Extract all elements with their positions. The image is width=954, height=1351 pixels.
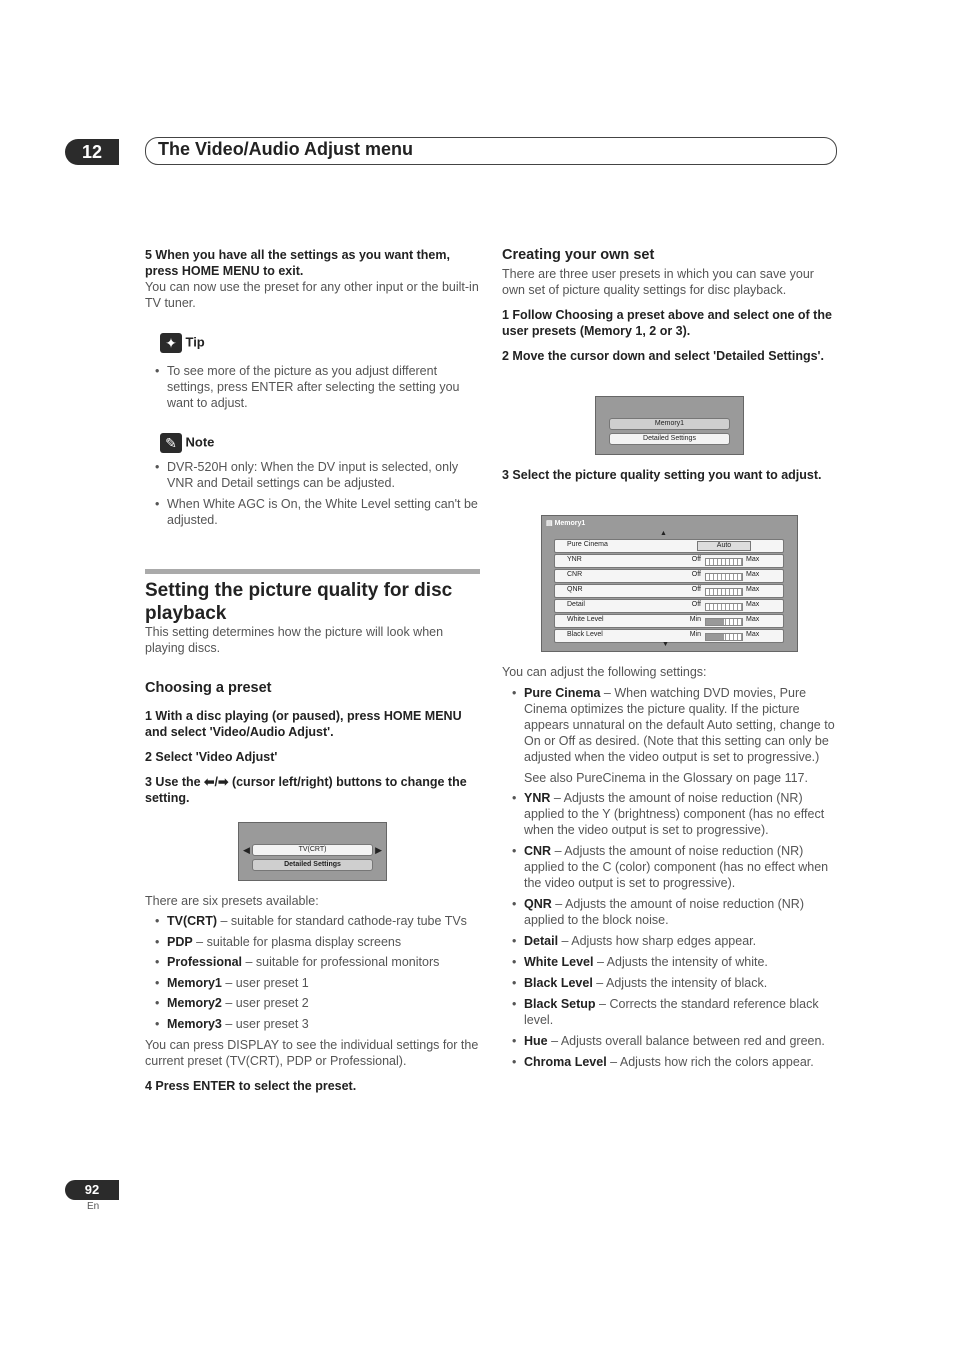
presets-list bbox=[145, 913, 490, 1032]
memory-value: Memory1 bbox=[609, 418, 730, 430]
language-code: En bbox=[87, 1201, 100, 1212]
setting-row-pure-cinema[interactable]: Pure Cinema Auto bbox=[554, 539, 784, 553]
setting-row-black-level[interactable]: Black Level Min Max bbox=[554, 629, 784, 643]
choose-step-3: 3 Use the ⬅/➡ (cursor left/right) buttons to change the setting. bbox=[145, 775, 467, 805]
page-number: 92 bbox=[65, 1180, 119, 1200]
section-title: Setting the picture quality for disc playback bbox=[145, 580, 453, 624]
list-item: • Professional – suitable for professional monitors bbox=[155, 955, 440, 969]
picture-icon: ▤ bbox=[546, 520, 553, 527]
note-label: Note bbox=[185, 434, 215, 450]
creating-set-heading: Creating your own set bbox=[502, 247, 655, 263]
arrow-right-icon: ▶ bbox=[375, 845, 382, 855]
note-pencil-icon: ✎ bbox=[160, 433, 182, 453]
preset-value: TV(CRT) bbox=[252, 844, 373, 856]
preset-screen bbox=[238, 822, 387, 881]
setting-row-ynr[interactable]: YNR Off Max bbox=[554, 554, 784, 568]
setting-row-detail[interactable]: Detail Off Max bbox=[554, 599, 784, 613]
adjust-intro: You can adjust the following settings: bbox=[502, 665, 707, 679]
detailed-settings-option: Detailed Settings bbox=[252, 859, 373, 871]
list-item-note: See also PureCinema in the Glossary on page 117. bbox=[524, 771, 808, 785]
list-item: • Detail – Adjusts how sharp edges appear. bbox=[512, 934, 757, 948]
tip-label: Tip bbox=[185, 334, 205, 350]
list-item: • White Level – Adjusts the intensity of white. bbox=[512, 955, 768, 969]
setting-row-white-level[interactable]: White Level Min Max bbox=[554, 614, 784, 628]
left-column bbox=[145, 247, 480, 311]
arrow-left-icon: ◀ bbox=[243, 845, 250, 855]
list-item: • YNR – Adjusts the amount of noise reduction (NR) applied to the Y (brightness) component (has no effect when the video output is set to progressive). bbox=[512, 791, 825, 837]
detailed-settings-option: Detailed Settings bbox=[609, 433, 730, 445]
screen-title: ▤ Memory1 bbox=[546, 520, 586, 527]
scroll-up-icon: ▲ bbox=[660, 530, 667, 537]
note-list bbox=[145, 459, 480, 528]
detailed-settings-screen bbox=[541, 515, 798, 652]
step-5-body: You can now use the preset for any other input or the built-in TV tuner. bbox=[145, 280, 479, 310]
presets-intro: There are six presets available: bbox=[145, 894, 319, 908]
settings-list bbox=[502, 685, 838, 1070]
tip-icon: ✦ bbox=[160, 333, 182, 353]
choose-step-1: 1 With a disc playing (or paused), press HOME MENU and select 'Video/Audio Adjust'. bbox=[145, 709, 462, 739]
create-step-2: 2 Move the cursor down and select 'Detailed Settings'. bbox=[502, 349, 824, 363]
list-item: • QNR – Adjusts the amount of noise reduction (NR) applied to the block noise. bbox=[512, 897, 804, 927]
create-step-1: 1 Follow Choosing a preset above and select one of the user presets (Memory 1, 2 or 3). bbox=[502, 308, 832, 338]
tip-list bbox=[145, 363, 480, 411]
choose-step-2: 2 Select 'Video Adjust' bbox=[145, 750, 278, 764]
page-title: The Video/Audio Adjust menu bbox=[158, 139, 414, 159]
setting-row-cnr[interactable]: CNR Off Max bbox=[554, 569, 784, 583]
list-item: • CNR – Adjusts the amount of noise reduction (NR) applied to the C (color) component (has no effect when the video output is set to progressive). bbox=[512, 844, 829, 890]
display-note: You can press DISPLAY to see the individual settings for the current preset (TV(CRT), PDP or Professional). bbox=[145, 1038, 479, 1068]
setting-row-qnr[interactable]: QNR Off Max bbox=[554, 584, 784, 598]
list-item: • Memory1 – user preset 1 bbox=[155, 975, 309, 990]
section-rule bbox=[145, 569, 480, 574]
tip-item: • To see more of the picture as you adjust different settings, press ENTER after selecting the setting you want to adjust. bbox=[155, 364, 460, 410]
tip-heading bbox=[160, 333, 205, 353]
list-item: • Hue – Adjusts overall balance between red and green. bbox=[512, 1034, 825, 1048]
memory-screen bbox=[595, 396, 744, 455]
chapter-number: 12 bbox=[65, 139, 119, 165]
choosing-preset-heading: Choosing a preset bbox=[145, 680, 272, 696]
list-item: • Black Setup – Corrects the standard reference black level. bbox=[512, 997, 819, 1027]
choose-step-4: 4 Press ENTER to select the preset. bbox=[145, 1079, 357, 1093]
list-item: • Chroma Level – Adjusts how rich the colors appear. bbox=[512, 1055, 814, 1069]
note-item: • When White AGC is On, the White Level setting can't be adjusted. bbox=[155, 497, 478, 527]
list-item: • Black Level – Adjusts the intensity of black. bbox=[512, 976, 768, 990]
note-item: • DVR-520H only: When the DV input is selected, only VNR and Detail settings can be adjusted. bbox=[155, 460, 459, 490]
list-item: • Pure Cinema – When watching DVD movies, Pure Cinema optimizes the picture quality. If the picture appears unnatural on the default Auto setting, change to On or Off as desired. (Note that this setting can only be adjusted when the video output is set to progressive.) bbox=[512, 686, 835, 764]
list-item: • Memory2 – user preset 2 bbox=[155, 996, 309, 1010]
scroll-down-icon: ▼ bbox=[662, 641, 669, 648]
create-step-3: 3 Select the picture quality setting you want to adjust. bbox=[502, 468, 822, 482]
list-item: • PDP – suitable for plasma display screens bbox=[155, 934, 402, 949]
list-item: • Memory3 – user preset 3 bbox=[155, 1016, 309, 1031]
list-item: • TV(CRT) – suitable for standard cathode-ray tube TVs bbox=[155, 914, 467, 928]
note-heading bbox=[160, 433, 214, 453]
creating-set-intro: There are three user presets in which you can save your own set of picture quality settings for disc playback. bbox=[502, 267, 814, 297]
step-5: 5 When you have all the settings as you want them, press HOME MENU to exit. bbox=[145, 248, 450, 278]
section-body: This setting determines how the picture will look when playing discs. bbox=[145, 625, 444, 655]
